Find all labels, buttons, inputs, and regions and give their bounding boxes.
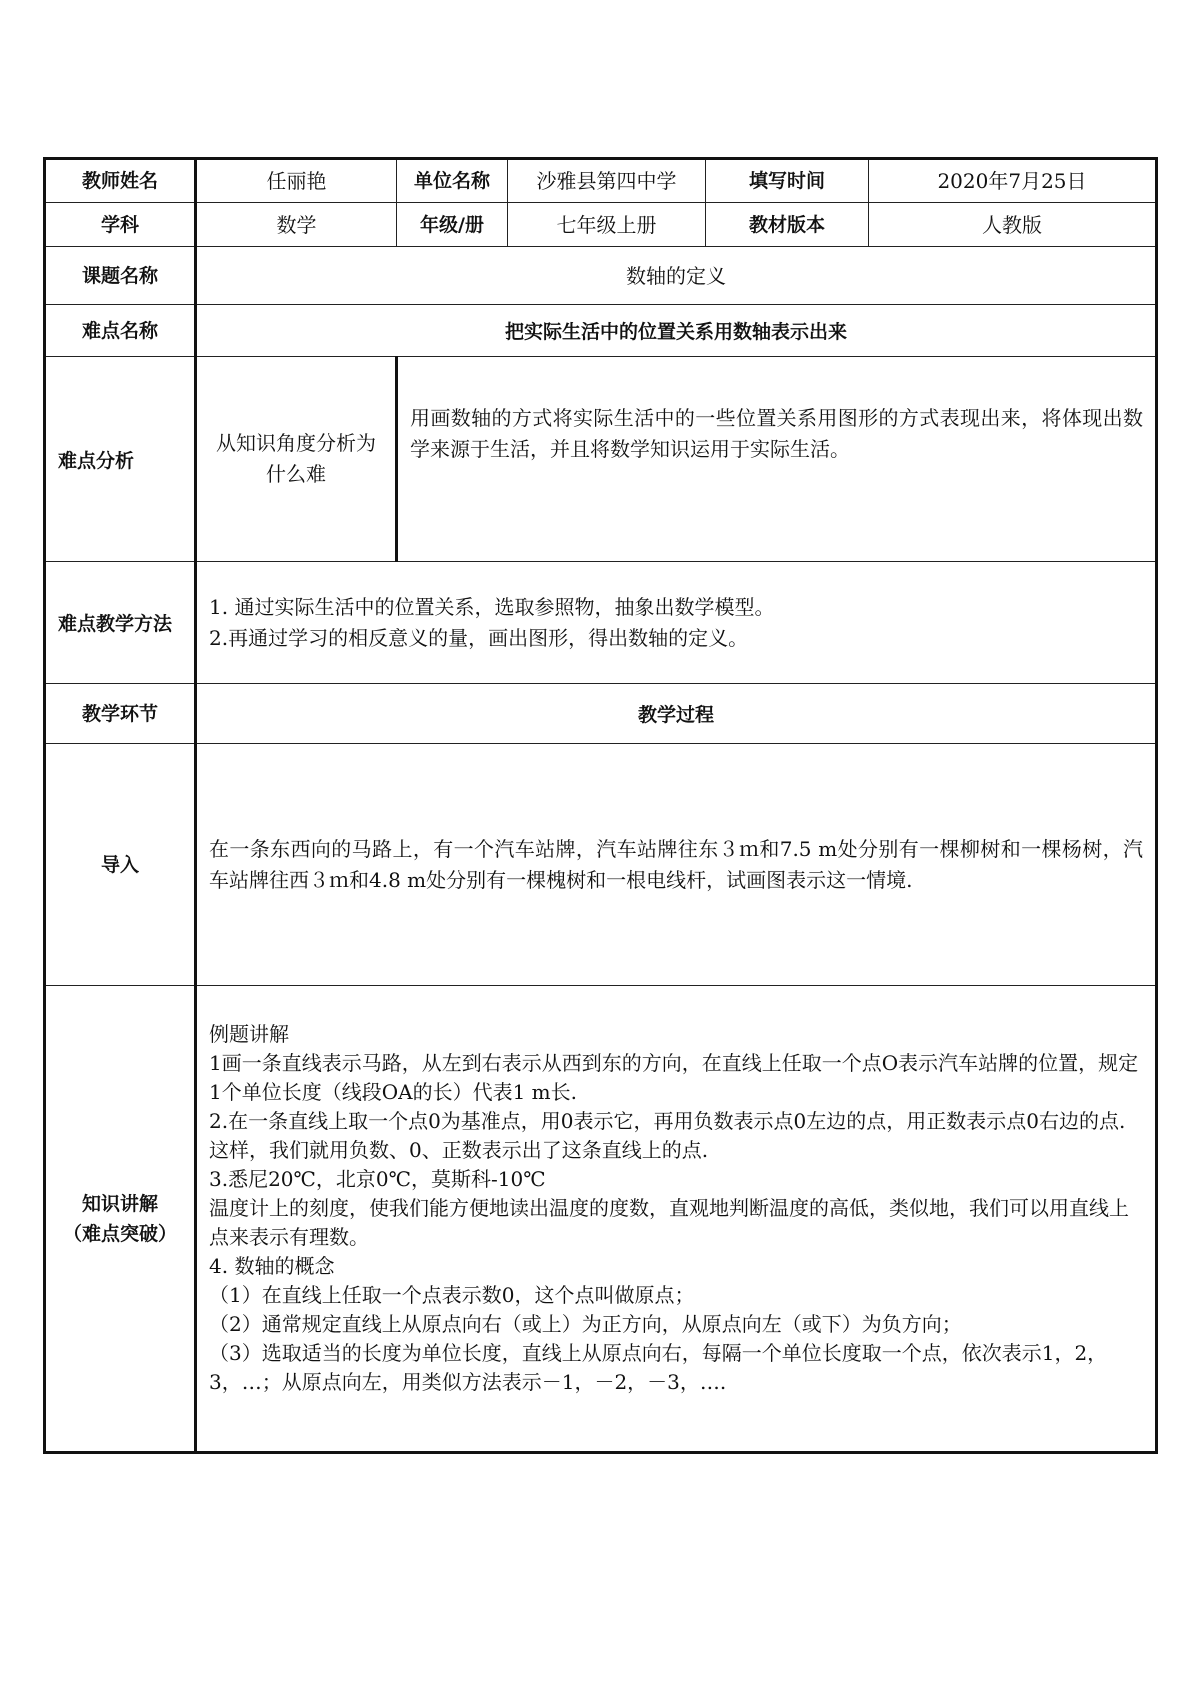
- header-row-1: [45, 159, 1157, 203]
- knowledge-label-line-1: 知识讲解: [81, 1192, 158, 1215]
- analysis-sub-label-text: 从知识角度分析为什么难: [216, 431, 376, 486]
- grade-label: 年级/册: [397, 203, 508, 247]
- method-label: 难点教学方法: [45, 562, 196, 684]
- intro-label: 导入: [45, 744, 196, 986]
- knowledge-line-6: 4. 数轴的概念: [209, 1254, 335, 1278]
- stage-label: 教学环节: [45, 684, 196, 744]
- unit-value: 沙雅县第四中学: [508, 159, 706, 203]
- knowledge-text-cell: [196, 986, 1157, 1453]
- process-header-row: [45, 684, 1157, 744]
- knowledge-line-9: （3）选取适当的长度为单位长度，直线上从原点向右，每隔一个单位长度取一个点，依次表示1，2，3，…；从原点向左，用类似方法表示－1，－2，－3，….: [209, 1341, 1108, 1394]
- analysis-label: 难点分析: [45, 357, 196, 562]
- knowledge-label: [45, 986, 196, 1453]
- knowledge-line-2: 1画一条直线表示马路，从左到右表示从西到东的方向，在直线上任取一个点O表示汽车站牌的位置，规定1个单位长度（线段OA的长）代表1 m长.: [209, 1051, 1139, 1104]
- analysis-row: [45, 357, 1157, 562]
- difficulty-row: [45, 305, 1157, 357]
- intro-row: [45, 744, 1157, 986]
- topic-row: [45, 247, 1157, 305]
- knowledge-line-4: 3.悉尼20℃，北京0℃，莫斯科-10℃: [209, 1167, 546, 1191]
- edition-value: 人教版: [869, 203, 1157, 247]
- unit-label: 单位名称: [397, 159, 508, 203]
- edition-label: 教材版本: [706, 203, 869, 247]
- topic-value: 数轴的定义: [196, 247, 1157, 305]
- teacher-value: 任丽艳: [196, 159, 397, 203]
- knowledge-line-5: 温度计上的刻度，使我们能方便地读出温度的度数，直观地判断温度的高低，类似地，我们可以用直线上点来表示有理数。: [209, 1196, 1129, 1249]
- subject-value: 数学: [196, 203, 397, 247]
- header-row-2: [45, 203, 1157, 247]
- knowledge-label-line-2: （难点突破）: [62, 1222, 177, 1245]
- topic-label: 课题名称: [45, 247, 196, 305]
- teacher-label: 教师姓名: [45, 159, 196, 203]
- date-label: 填写时间: [706, 159, 869, 203]
- analysis-text: 用画数轴的方式将实际生活中的一些位置关系用图形的方式表现出来，将体现出数学来源于生活，并且将数学知识运用于实际生活。: [410, 406, 1143, 461]
- knowledge-line-3: 2.在一条直线上取一个点0为基准点，用0表示它，再用负数表示点0左边的点，用正数表示点0右边的点.这样，我们就用负数、0、正数表示出了这条直线上的点.: [209, 1109, 1126, 1162]
- intro-text: 在一条东西向的马路上，有一个汽车站牌，汽车站牌往东３ｍ和7.5 m处分别有一棵柳树和一棵杨树，汽车站牌往西３ｍ和4.8 m处分别有一棵槐树和一根电线杆，试画图表示这一情境.: [209, 836, 1143, 892]
- method-text-cell: [196, 562, 1157, 684]
- subject-label: 学科: [45, 203, 196, 247]
- process-label: 教学过程: [196, 684, 1157, 744]
- method-row: [45, 562, 1157, 684]
- knowledge-line-8: （2）通常规定直线上从原点向右（或上）为正方向，从原点向左（或下）为负方向；: [209, 1312, 962, 1336]
- lesson-plan-table: [43, 157, 1158, 1454]
- method-line-1: 1. 通过实际生活中的位置关系，选取参照物，抽象出数学模型。: [209, 594, 775, 619]
- knowledge-row: [45, 986, 1157, 1453]
- knowledge-line-7: （1）在直线上任取一个点表示数0，这个点叫做原点；: [209, 1283, 695, 1307]
- knowledge-line-1: 例题讲解: [209, 1022, 289, 1046]
- analysis-sub-label: [196, 357, 397, 562]
- grade-value: 七年级上册: [508, 203, 706, 247]
- difficulty-label: 难点名称: [45, 305, 196, 357]
- difficulty-value: 把实际生活中的位置关系用数轴表示出来: [196, 305, 1157, 357]
- date-value: 2020年7月25日: [869, 159, 1157, 203]
- analysis-text-cell: [397, 357, 1157, 562]
- intro-text-cell: [196, 744, 1157, 986]
- method-line-2: 2.再通过学习的相反意义的量，画出图形，得出数轴的定义。: [209, 625, 749, 650]
